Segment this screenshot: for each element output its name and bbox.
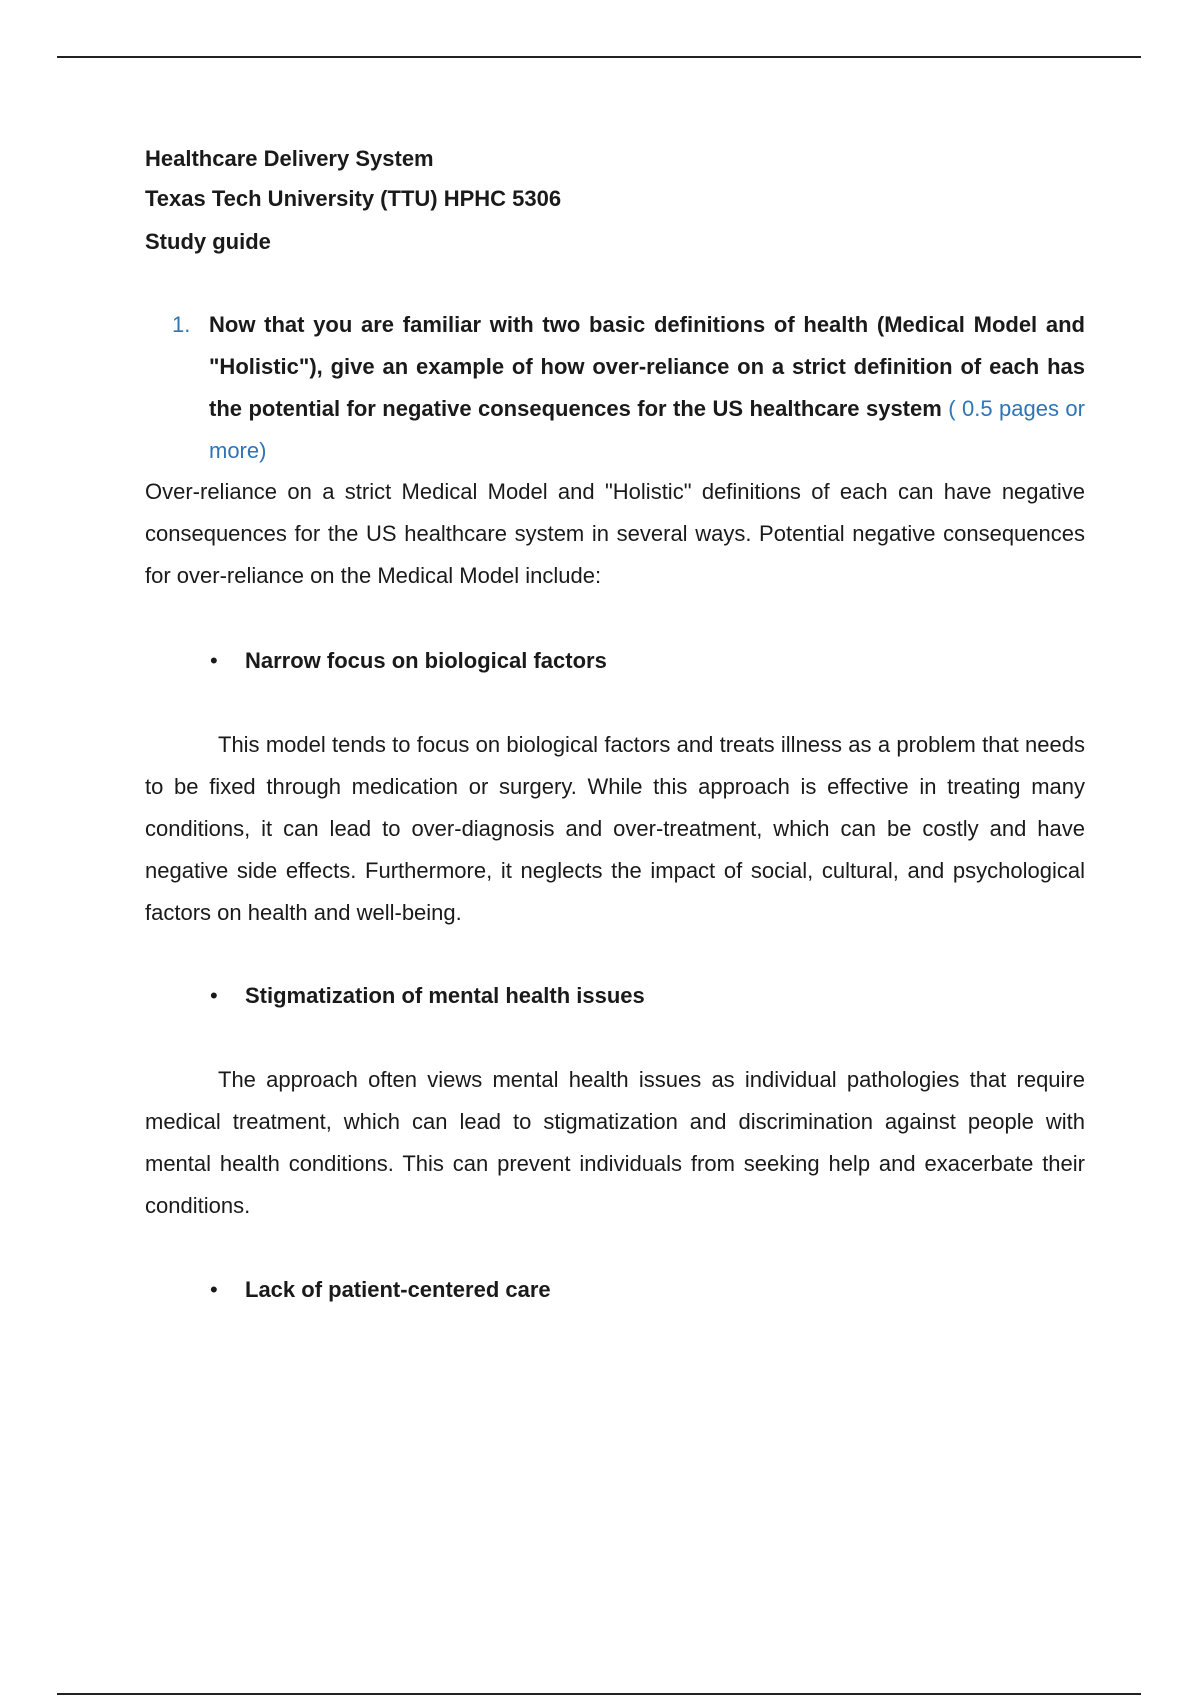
question-number: 1. xyxy=(172,312,191,337)
bullet-icon: • xyxy=(210,983,218,1008)
course-name: Texas Tech University (TTU) HPHC 5306 xyxy=(145,186,562,211)
footer-rule xyxy=(57,1693,1141,1695)
section-heading: Narrow focus on biological factors xyxy=(245,648,607,673)
document-subtitle: Study guide xyxy=(145,229,271,254)
question-prompt: Now that you are familiar with two basic definitions of health (Medical Model and "Holistic"), give an example of how over-reliance on a strict definition of each has the potential for negative consequences for the US healthcare system xyxy=(209,312,1085,421)
section-body: This model tends to focus on biological factors and treats illness as a problem that needs to be fixed through medication or surgery. While this approach is effective in treating many conditions, it can lead to over-diagnosis and over-treatment, which can be costly and have negative side effects. Furthermore, it neglects the impact of social, cultural, and psychological factors on health and well-being. xyxy=(145,732,1085,925)
intro-paragraph: Over-reliance on a strict Medical Model and "Holistic" definitions of each can have negative consequences for the US healthcare system in several ways. Potential negative consequences for over-reliance on the Medical Model include: xyxy=(145,479,1085,588)
section-heading: Lack of patient-centered care xyxy=(245,1277,551,1302)
section-body: The approach often views mental health issues as individual pathologies that require medical treatment, which can lead to stigmatization and discrimination against people with mental health conditions. This can prevent individuals from seeking help and exacerbate their conditions. xyxy=(145,1067,1085,1218)
bullet-icon: • xyxy=(210,648,218,673)
question-text xyxy=(209,304,1085,472)
document-title: Healthcare Delivery System xyxy=(145,146,434,171)
bullet-icon: • xyxy=(210,1277,218,1302)
question-length-note: ( 0.5 pages or more) xyxy=(209,396,1085,463)
header-rule xyxy=(57,56,1141,58)
section-heading: Stigmatization of mental health issues xyxy=(245,983,645,1008)
